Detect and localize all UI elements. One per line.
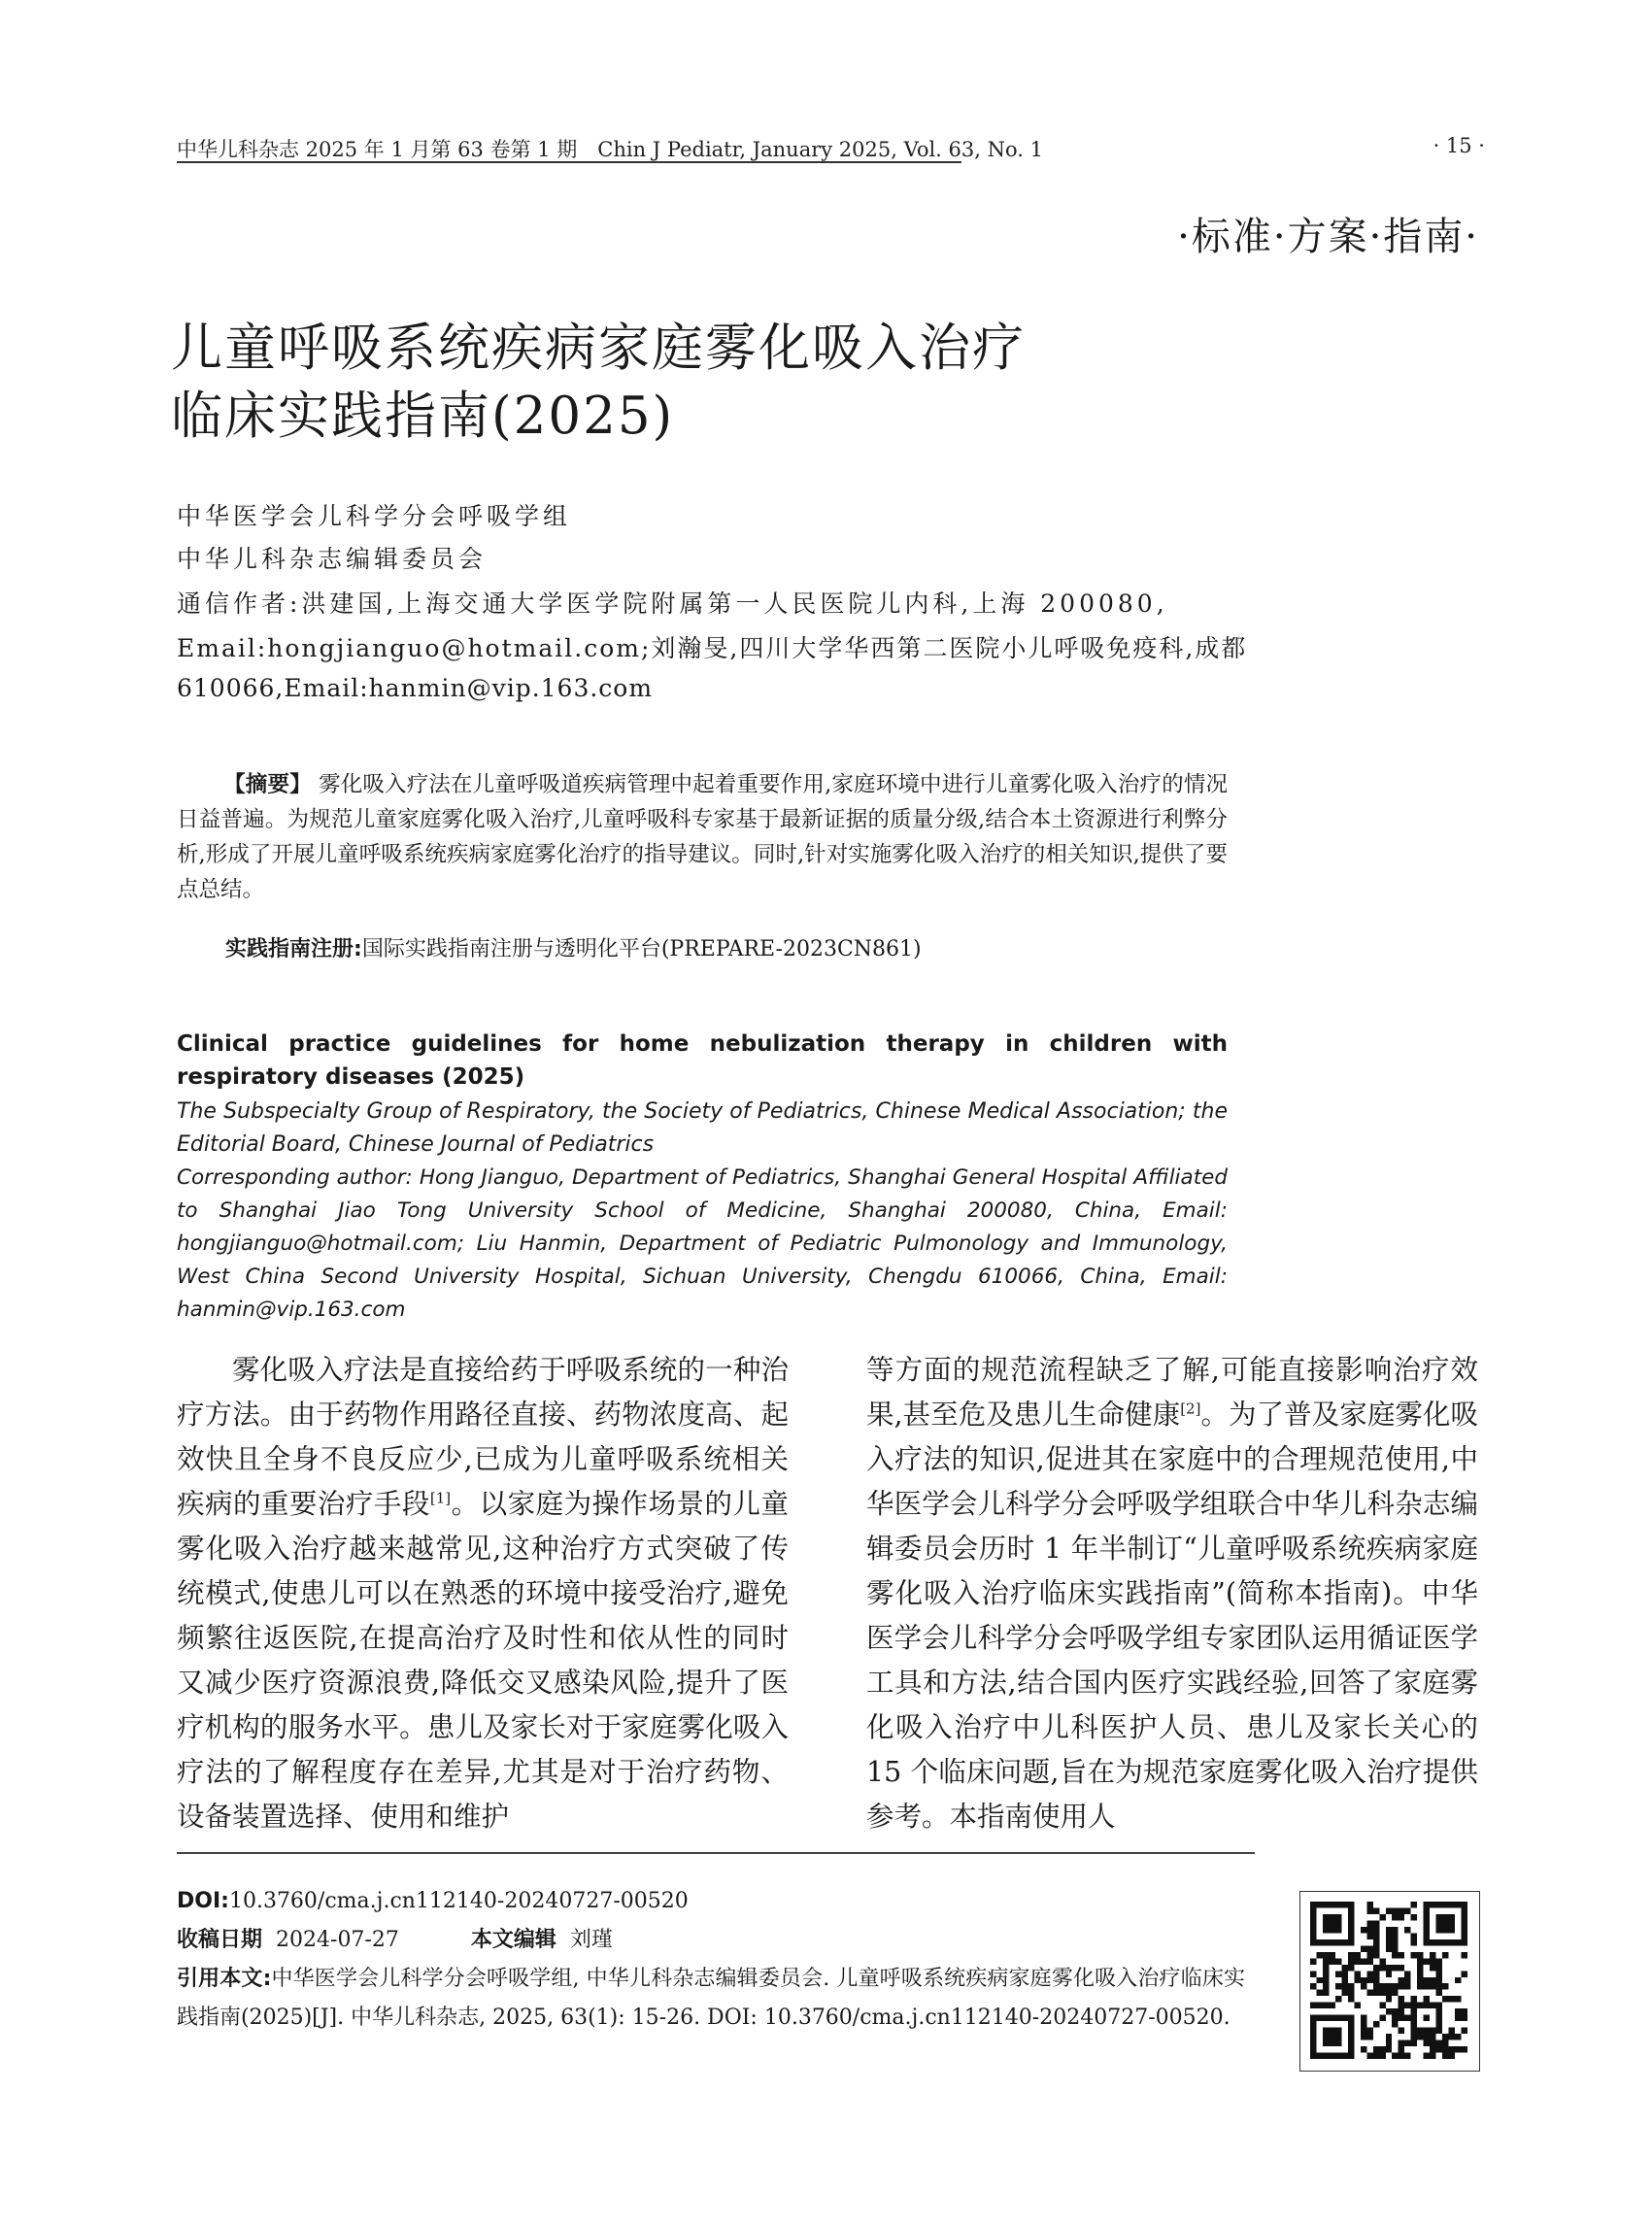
citation	[177, 1960, 1245, 2038]
article-title-line-1: 儿童呼吸系统疾病家庭雾化吸入治疗	[171, 319, 1026, 378]
doi-label: DOI:	[177, 1889, 229, 1913]
article-footer	[177, 1882, 1257, 2038]
citation-text: 中华医学会儿科学分会呼吸学组, 中华儿科杂志编辑委员会. 儿童呼吸系统疾病家庭雾化吸入治疗临床实践指南(2025)[J]. 中华儿科杂志, 2025, 63(1): 15-26. DOI: 10.3760/cma.j.cn112140-20240727-00520.	[177, 1967, 1245, 2030]
received-line	[177, 1921, 1257, 1960]
registration-label: 实践指南注册:	[225, 937, 362, 961]
page-number: · 15 ·	[1433, 134, 1485, 157]
corresponding-author-line-1: 通信作者:洪建国,上海交通大学医学院附属第一人民医院儿内科,上海 200080,	[177, 590, 1168, 618]
corresponding-author-line-3: 610066,Email:hanmin@vip.163.com	[177, 674, 654, 702]
body-column-left	[177, 1348, 789, 1839]
editor-name: 刘瑾	[569, 1928, 613, 1952]
body-text: 雾化吸入疗法是直接给药于呼吸系统的一种治疗方法。由于药物作用路径直接、药物浓度高、起效快且全身不良反应少,已成为儿童呼吸系统相关疾病的重要治疗手段	[177, 1354, 789, 1520]
corresponding-author-line-2: Email:hongjianguo@hotmail.com;刘瀚旻,四川大学华西第二医院小儿呼吸免疫科,成都	[177, 634, 1248, 662]
editor-label: 本文编辑	[470, 1928, 556, 1952]
running-header: 中华儿科杂志 2025 年 1 月第 63 卷第 1 期 Chin J Pediatr, January 2025, Vol. 63, No. 1	[177, 138, 1043, 161]
reference-citation[interactable]: [1]	[429, 1489, 452, 1507]
article-title-line-2: 临床实践指南(2025)	[171, 387, 675, 446]
english-authors: The Subspecialty Group of Respiratory, the Society of Pediatrics, Chinese Medical Association; the Editorial Board, Chinese Journal of Pediatrics	[177, 1099, 1228, 1157]
english-title: Clinical practice guidelines for home nebulization therapy in children with respiratory diseases (2025)	[177, 1031, 1228, 1090]
citation-label: 引用本文:	[177, 1967, 272, 1991]
body-column-right	[866, 1348, 1478, 1839]
registration-text: 国际实践指南注册与透明化平台(PREPARE-2023CN861)	[361, 937, 922, 961]
body-text: 等方面的规范流程缺乏了解,可能直接影响治疗效果,甚至危及患儿生命健康	[866, 1354, 1478, 1431]
abstract-text: 雾化吸入疗法在儿童呼吸道疾病管理中起着重要作用,家庭环境中进行儿童雾化吸入治疗的情况日益普遍。为规范儿童家庭雾化吸入治疗,儿童呼吸科专家基于最新证据的质量分级,结合本土资源进行利弊分析,形成了开展儿童呼吸系统疾病家庭雾化治疗的指导建议。同时,针对实施雾化吸入治疗的相关知识,提供了要点总结。	[177, 772, 1228, 902]
reference-citation[interactable]: [2]	[1180, 1399, 1201, 1418]
column-label: ·标准·方案·指南·	[1177, 215, 1479, 259]
body-text: 。以家庭为操作场景的儿童雾化吸入治疗越来越常见,这种治疗方式突破了传统模式,使患儿可以在熟悉的环境中接受治疗,避免频繁往返医院,在提高治疗及时性和依从性的同时又减少医疗资源浪费,降低交叉感染风险,提升了医疗机构的服务水平。患儿及家长对于家庭雾化吸入疗法的了解程度存在差异,尤其是对于治疗药物、设备装置选择、使用和维护	[177, 1488, 789, 1833]
received-date: 2024-07-27	[276, 1928, 399, 1952]
abstract	[177, 767, 1228, 907]
qr-code-icon[interactable]	[1310, 1902, 1467, 2059]
abstract-label: 【摘要】	[223, 772, 312, 797]
author-group-1: 中华医学会儿科学分会呼吸学组	[177, 502, 572, 530]
author-group-2: 中华儿科杂志编辑委员会	[177, 545, 488, 573]
body-text: 。为了普及家庭雾化吸入疗法的知识,促进其在家庭中的合理规范使用,中华医学会儿科学分会呼吸学组联合中华儿科杂志编辑委员会历时 1 年半制订“儿童呼吸系统疾病家庭雾化吸入治疗临床实践指南”(简称本指南)。中华医学会儿科学分会呼吸学组专家团队运用循证医学工具和方法,结合国内医疗实践经验,回答了家庭雾化吸入治疗中儿科医护人员、患儿及家长关心的 15 个临床问题,旨在为规范家庭雾化吸入治疗提供参考。本指南使用人	[866, 1399, 1478, 1833]
english-corresponding-author: Corresponding author: Hong Jianguo, Department of Pediatrics, Shanghai General Hospital Affiliated to Shanghai Jiao Tong University School of Medicine, Shanghai 200080, China, Email: hongjianguo@hotmail.com; Liu Hanmin, Department of Pediatric Pulmonology and Immunology, West China Second University Hospital, Sichuan University, Chengdu 610066, China, Email: hanmin@vip.163.com	[177, 1165, 1228, 1322]
guideline-registration	[225, 932, 922, 962]
received-label: 收稿日期	[177, 1928, 263, 1952]
footnote-rule	[177, 1852, 1255, 1854]
doi-value[interactable]: 10.3760/cma.j.cn112140-20240727-00520	[228, 1889, 689, 1913]
doi-line	[177, 1882, 1257, 1921]
header-rule	[177, 161, 961, 163]
